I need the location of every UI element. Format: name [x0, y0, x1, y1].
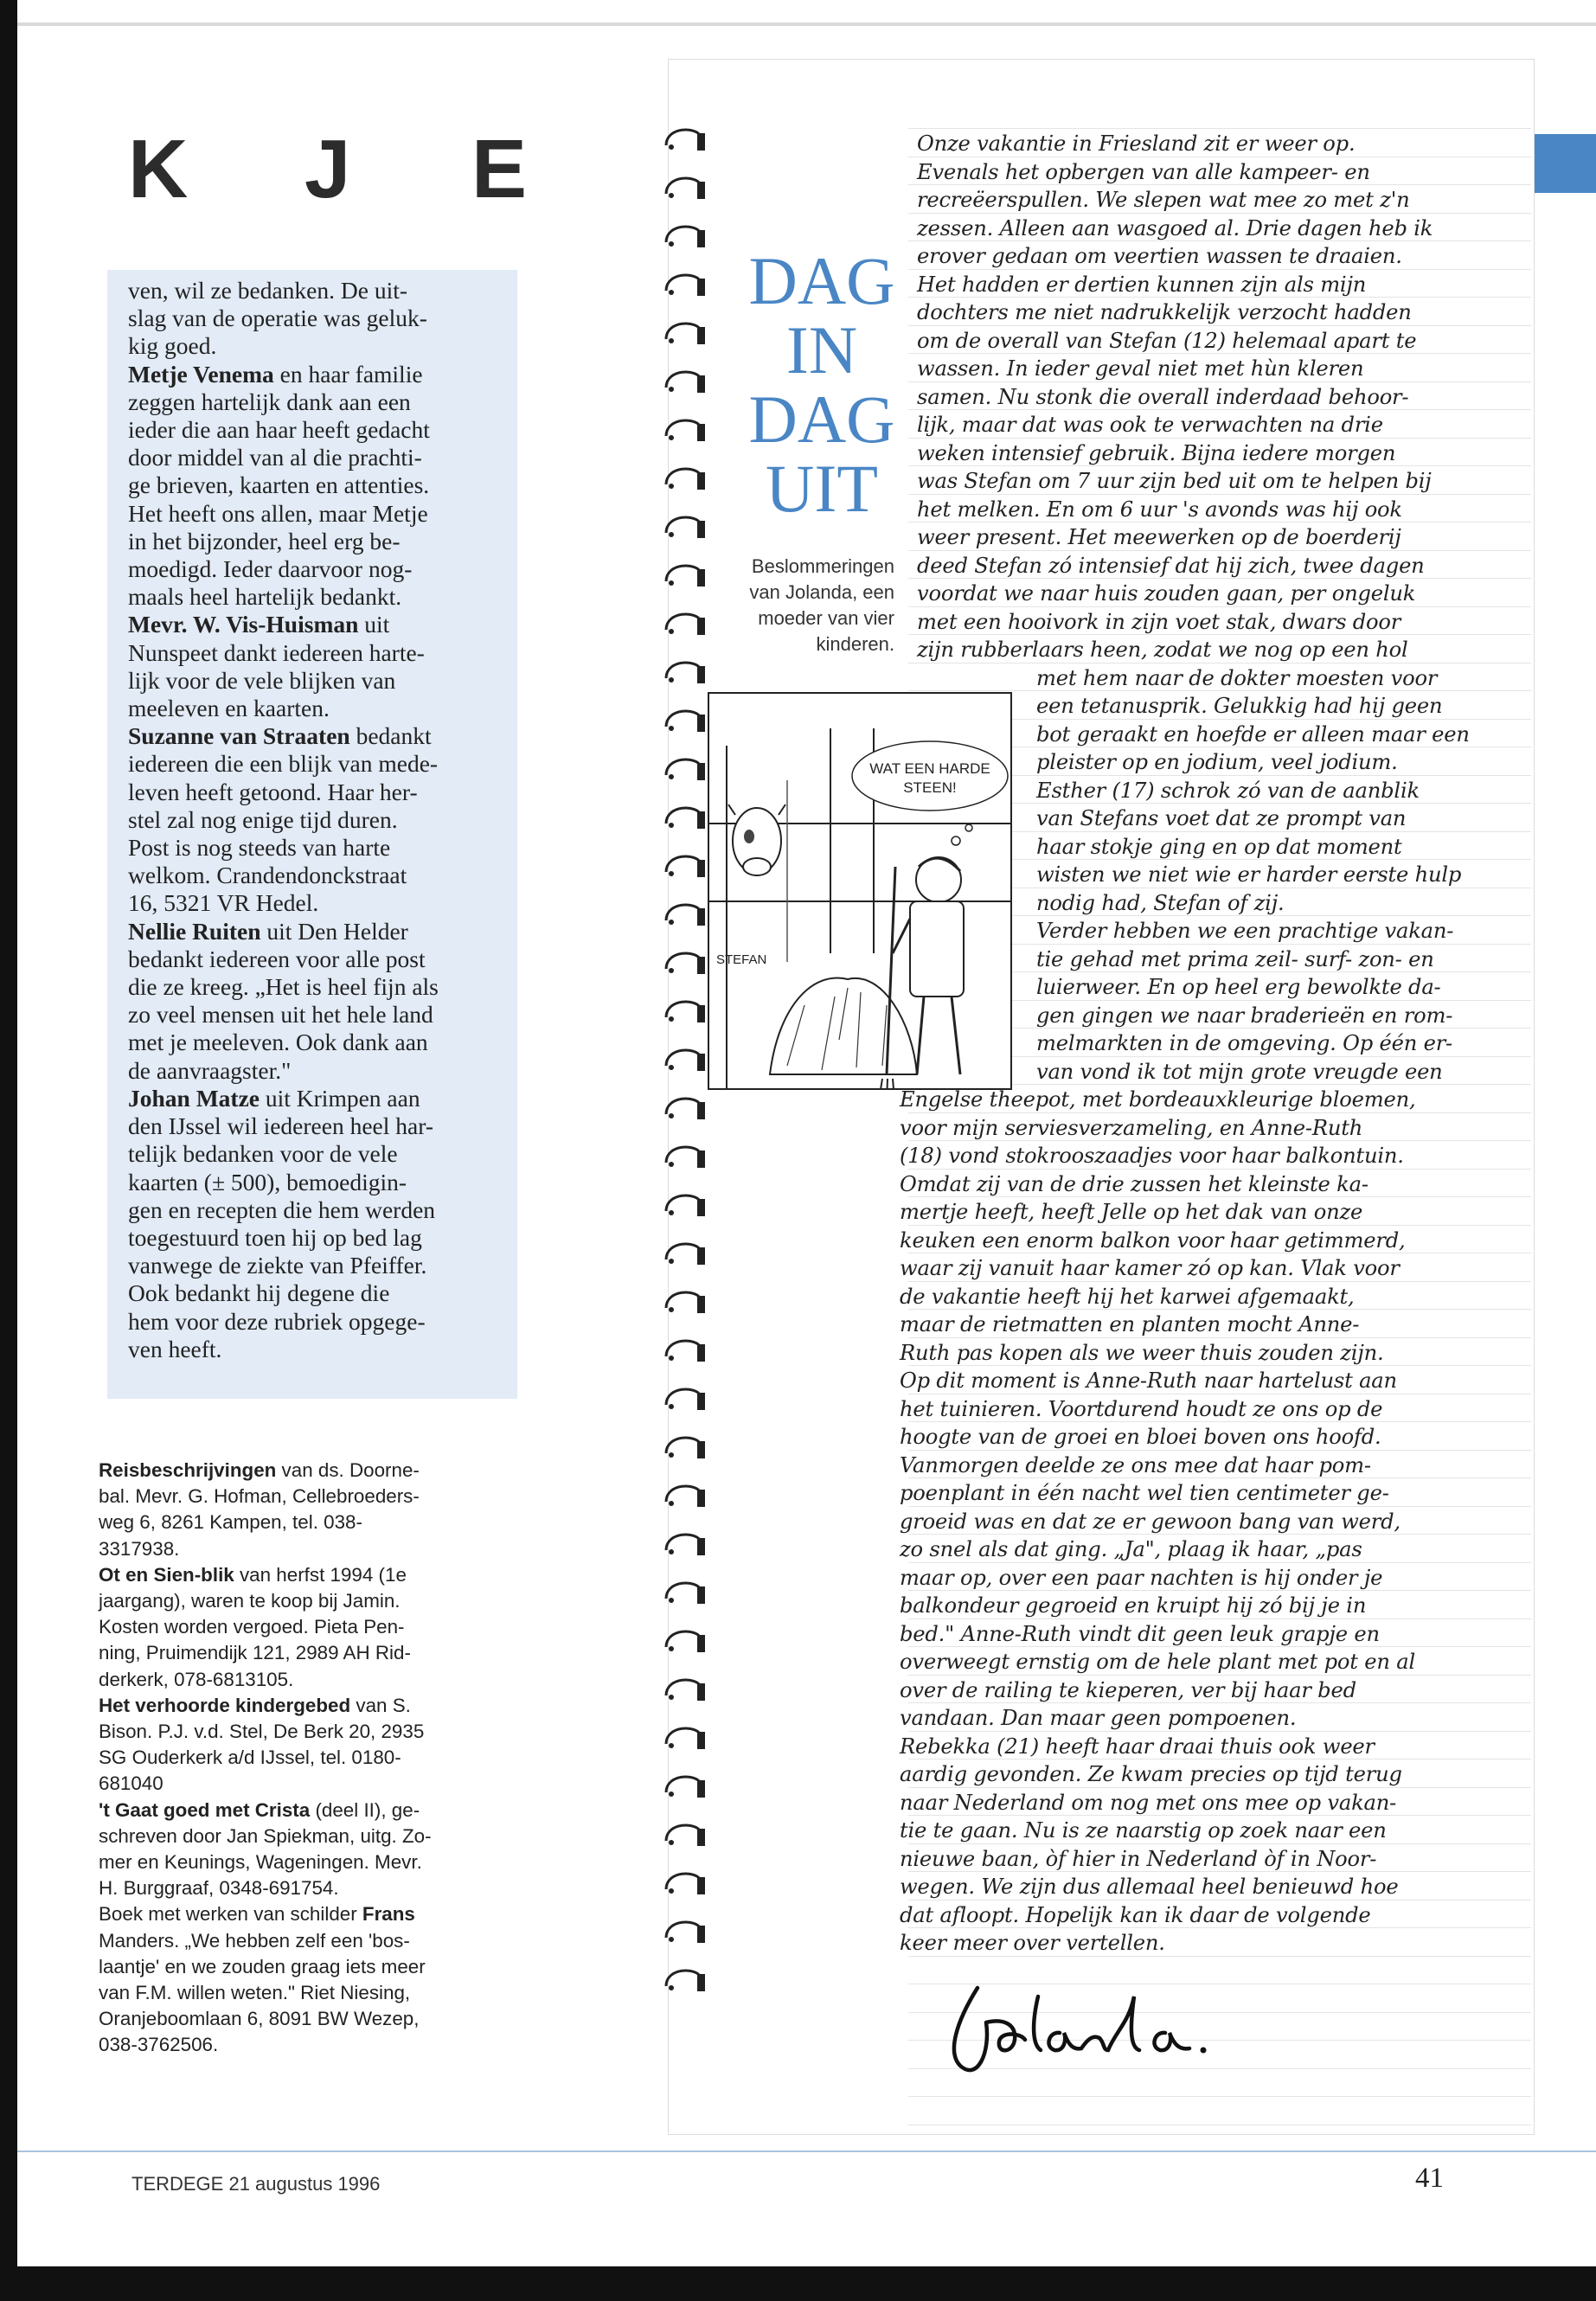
spiral-ring [659, 460, 713, 491]
footer-rule [17, 2150, 1596, 2152]
text-span: bedankt [349, 722, 432, 750]
spiral-ring [659, 606, 713, 637]
story-line: mertje heeft, heeft Jelle op het dak van onze [900, 1200, 1363, 1224]
text-line: bal. Mevr. G. Hofman, Cellebroeders- [99, 1485, 420, 1508]
story-line: over de railing te kieperen, ver bij haar bed [900, 1677, 1356, 1702]
story-line: Engelse theepot, met bordeauxkleurige bloemen, [900, 1087, 1416, 1112]
text-span: uit Den Helder [260, 917, 408, 945]
spiral-ring [659, 1477, 713, 1509]
story-line: Omdat zij van de drie zussen het kleinste ka- [900, 1171, 1368, 1196]
text-line: gen en recepten die hem werden [128, 1195, 436, 1223]
text-line: vanwege de ziekte van Pfeiffer. [128, 1252, 427, 1279]
story-line: (18) vond stokrooszaadjes voor haar balkontuin. [900, 1144, 1404, 1168]
text-line: den IJssel wil iedereen heel har- [128, 1112, 433, 1140]
spiral-ring [659, 1817, 713, 1848]
story-line: lijk, maar dat was ook te verwachten na drie [917, 413, 1383, 437]
text-span: uit [358, 611, 390, 638]
story-line: om de overall van Stefan (12) helemaal apart te [917, 328, 1417, 353]
story-line: Onze vakantie in Friesland zit er weer op. [917, 131, 1356, 156]
thanks-paragraph [128, 277, 509, 361]
spiral-ring [659, 1284, 713, 1315]
text-span: Boek met werken van schilder [99, 1903, 362, 1926]
text-line: stel zal nog enige tijd duren. [128, 805, 398, 833]
thanks-paragraph [128, 611, 509, 722]
name-bold: Mevr. W. Vis-Huisman [128, 611, 359, 638]
story-line: maar de rietmatten en planten mocht Anne- [900, 1312, 1360, 1336]
spiral-ring [659, 121, 713, 152]
text-line [99, 1901, 505, 1927]
story-line: keer meer over vertellen. [900, 1931, 1165, 1955]
story-line: van Stefans voet dat ze prompt van [1036, 806, 1407, 830]
spiral-ring [659, 1720, 713, 1751]
text-line [99, 1798, 505, 1823]
spiral-ring [659, 896, 713, 927]
speech-text: WAT EEN HARDE [869, 760, 990, 777]
text-line: ieder die aan haar heeft gedacht [128, 416, 430, 444]
story-line: met hem naar de dokter moesten voor [1036, 665, 1438, 690]
text-span: uit Krimpen aan [260, 1084, 420, 1112]
cow-spot [744, 830, 754, 843]
text-line: leven heeft getoond. Haar her- [128, 778, 418, 805]
story-line: recreëerspullen. We slepen wat mee zo met z'n [917, 188, 1410, 212]
subtitle-line: Beslommeringen [751, 555, 894, 577]
name-bold: Johan Matze [128, 1084, 260, 1112]
text-line [99, 1562, 505, 1588]
text-line [128, 611, 509, 638]
story-line: wegen. We zijn dus allemaal heel benieuwd hoe [900, 1875, 1399, 1899]
story-line: luierweer. En op heel erg bewolkte da- [1036, 975, 1441, 999]
story-line: met een hooivork in zijn voet stak, dwars door [917, 609, 1401, 634]
spiral-ring [659, 654, 713, 685]
story-line: hoogte van de groei en bloei boven ons hoofd. [900, 1425, 1381, 1449]
text-span: van herfst 1994 (1e [234, 1563, 407, 1586]
announcement-item [99, 1798, 505, 2059]
page-number: 41 [1415, 2163, 1444, 2194]
spiral-ring [659, 993, 713, 1024]
spiral-ring [659, 1332, 713, 1363]
story-line: naar Nederland om nog met ons mee op vakan- [900, 1790, 1397, 1815]
spiral-ring [659, 1768, 713, 1799]
text-line: toegestuurd toen hij op bed lag [128, 1223, 422, 1251]
cow-muzzle [743, 858, 771, 875]
text-line: zo veel mensen uit het hele land [128, 1001, 433, 1029]
spiral-ring [659, 266, 713, 298]
story-line: melmarkten in de omgeving. Op één er- [1036, 1031, 1453, 1055]
text-line: Oranjeboomlaan 6, 8091 BW Wezep, [99, 2008, 420, 2030]
spiral-ring [659, 1042, 713, 1073]
story-line: zo snel als dat ging. „Ja", plaag ik haar, „pas [900, 1537, 1362, 1561]
header-letter-e: E [471, 123, 528, 215]
story-line: vandaan. Dan maar geen pompoenen. [900, 1706, 1297, 1730]
header-letter-k: K [128, 123, 189, 215]
text-line: H. Burggraaf, 0348-691754. [99, 1877, 339, 1900]
story-line: wassen. In ieder geval niet met hùn kleren [917, 356, 1364, 381]
subtitle-line: van Jolanda, een [749, 581, 894, 603]
story-line: was Stefan om 7 uur zijn bed uit om te helpen bij [917, 469, 1432, 493]
title-line: UIT [766, 451, 878, 526]
comic-label: STEFAN [716, 952, 767, 967]
spiral-ring [659, 945, 713, 976]
text-line: mer en Keunings, Wageningen. Mevr. [99, 1851, 422, 1874]
pitchfork-tines [879, 1079, 894, 1088]
spiral-ring [659, 218, 713, 249]
text-line: Ook bedankt hij degene die [128, 1279, 390, 1307]
subtitle-line: kinderen. [816, 633, 894, 655]
text-line: kig goed. [128, 332, 217, 360]
story-line: dochters me niet nadrukkelijk verzocht hadden [917, 300, 1412, 324]
story-line: een tetanusprik. Gelukkig had hij geen [1036, 694, 1443, 718]
column-title [735, 243, 908, 526]
title-line: DAG [748, 243, 895, 318]
spiral-ring [659, 1187, 713, 1218]
footer-publication: TERDEGE 21 augustus 1996 [131, 2173, 381, 2195]
spiral-ring [659, 412, 713, 443]
name-bold: Nellie Ruiten [128, 917, 261, 945]
story-line: Rebekka (21) heeft haar draai thuis ook weer [900, 1734, 1375, 1759]
story-line: maar op, over een paar nachten is hij onder je [900, 1565, 1383, 1590]
text-line: Kosten worden vergoed. Pieta Pen- [99, 1616, 405, 1638]
story-line: zijn rubberlaars heen, zodat we nog op een hol [917, 638, 1408, 662]
text-line: schreven door Jan Spiekman, uitg. Zo- [99, 1824, 432, 1847]
story-line: deed Stefan zó intensief dat hij zich, twee dagen [917, 553, 1425, 578]
spiral-ring [659, 1090, 713, 1121]
story-line: keuken een enorm balkon voor haar getimmerd, [900, 1227, 1406, 1253]
text-line [99, 1693, 505, 1719]
story-line: dat afloopt. Hopelijk kan ik daar de volgende [900, 1902, 1371, 1927]
column-subtitle [716, 554, 894, 657]
story-line: weken intensief gebruik. Bijna iedere morgen [917, 440, 1396, 465]
text-line [128, 1085, 509, 1112]
text-line: door middel van al die prachti- [128, 444, 422, 471]
subtitle-line: moeder van vier [758, 607, 894, 629]
story-line: samen. Nu stonk die overall inderdaad behoor- [917, 384, 1409, 409]
story-line: wisten we niet wie er harder eerste hulp [1036, 862, 1462, 887]
text-span: van ds. Doorne- [276, 1459, 420, 1481]
story-line: aardig gevonden. Ze kwam precies op tijd terug [900, 1762, 1402, 1786]
ruled-line [908, 128, 1531, 129]
spiral-ring [659, 1138, 713, 1170]
text-line: Bison. P.J. v.d. Stel, De Berk 20, 2935 [99, 1721, 425, 1743]
story-line: van vond ik tot mijn grote vreugde een [1036, 1059, 1443, 1084]
thanks-paragraph [128, 918, 509, 1085]
text-line: derkerk, 078-6813105. [99, 1668, 294, 1690]
thanks-paragraph [128, 1085, 509, 1363]
artist-name-bold: Frans [362, 1903, 415, 1926]
spiral-ring [659, 557, 713, 588]
text-line: Post is nog steeds van harte [128, 834, 391, 862]
story-line: voor mijn serviesverzameling, en Anne-Ruth [900, 1115, 1363, 1140]
announcement-title: 't Gaat goed met Crista [99, 1798, 311, 1821]
spiral-ring [659, 1429, 713, 1460]
text-line [128, 722, 509, 750]
header-letter-j: J [304, 123, 351, 215]
announcement-title: Ot en Sien-blik [99, 1563, 234, 1586]
spiral-ring [659, 1574, 713, 1606]
thanks-text [128, 277, 509, 1363]
text-line: ge brieven, kaarten en attenties. [128, 471, 430, 499]
text-line: Het heeft ons allen, maar Metje [128, 499, 428, 527]
spiral-ring [659, 509, 713, 540]
text-line: in het bijzonder, heel erg be- [128, 527, 401, 554]
spiral-ring [659, 363, 713, 394]
text-line: Nunspeet dankt iedereen harte- [128, 638, 425, 666]
text-line: bedankt iedereen voor alle post [128, 945, 426, 972]
announcement-item [99, 1458, 505, 1562]
text-line [99, 1458, 505, 1484]
spiral-ring [659, 702, 713, 734]
text-line: telijk bedanken voor de vele [128, 1140, 398, 1168]
text-line: jaargang), waren te koop bij Jamin. [99, 1590, 401, 1612]
name-bold: Metje Venema [128, 360, 274, 388]
text-span: (deel II), ge- [310, 1798, 420, 1821]
story-line: gen gingen we naar braderieën en rom- [1036, 1003, 1453, 1028]
signature [939, 1971, 1250, 2096]
text-line [128, 918, 509, 945]
text-line: maals heel hartelijk bedankt. [128, 583, 402, 611]
page-edge-bottom [0, 2266, 1596, 2301]
text-line: 3317938. [99, 1537, 180, 1560]
text-line: 681040 [99, 1772, 163, 1795]
spiral-ring [659, 1865, 713, 1896]
text-line: moedigd. Ieder daarvoor nog- [128, 555, 413, 583]
text-line: de aanvraagster." [128, 1056, 292, 1084]
text-line: hem voor deze rubriek opgege- [128, 1307, 426, 1335]
spiral-ring [659, 848, 713, 879]
speech-text: STEEN! [903, 779, 957, 796]
text-line: 038-3762506. [99, 2034, 219, 2056]
text-line: iedereen die een blijk van mede- [128, 750, 439, 778]
story-line: waar zij vanuit haar kamer zó op kan. Vlak voor [900, 1256, 1400, 1280]
announcement-title: Het verhoorde kindergebed [99, 1694, 351, 1716]
story-text [900, 130, 1540, 1958]
spiral-ring [659, 1913, 713, 1945]
spiral-ring [659, 1235, 713, 1266]
text-line: kaarten (± 500), bemoedigin- [128, 1168, 407, 1195]
text-line: slag van de operatie was geluk- [128, 304, 427, 332]
spiral-ring [659, 1526, 713, 1557]
story-line: bot geraakt en hoefde er alleen maar een [1036, 721, 1470, 747]
top-rule [17, 22, 1596, 26]
thanks-paragraph [128, 361, 509, 612]
signature-stroke [954, 1988, 1189, 2070]
text-span: van S. [350, 1694, 411, 1716]
spiral-ring [659, 1671, 713, 1702]
text-line: ven, wil ze bedanken. De uit- [128, 277, 408, 304]
story-line: erover gedaan om veertien wassen te draaien. [917, 244, 1402, 268]
ruled-line [908, 2096, 1531, 2097]
story-line: zessen. Alleen aan wasgoed al. Drie dagen heb ik [917, 215, 1433, 240]
boy-arm [893, 919, 910, 953]
spiral-ring [659, 1623, 713, 1654]
text-line: van F.M. willen weten." Riet Niesing, [99, 1982, 411, 2004]
story-line: balkondeur gegroeid en kruipt hij zó bij je in [900, 1593, 1367, 1618]
text-line: die ze kreeg. „Het is heel fijn als [128, 973, 439, 1001]
story-line: Vanmorgen deelde ze ons mee dat haar pom- [900, 1452, 1371, 1477]
story-line: tie gehad met prima zeil- surf- zon- en [1036, 946, 1434, 971]
story-line: weer present. Het meewerken op de boerderij [917, 525, 1401, 549]
story-line: Ruth pas kopen als we weer thuis zouden zijn. [900, 1340, 1384, 1365]
story-line: voordat we naar huis zouden gaan, per ongeluk [917, 581, 1416, 606]
story-line: haar stokje ging en op dat moment [1036, 834, 1402, 859]
announcement-title: Reisbeschrijvingen [99, 1459, 277, 1481]
text-line: weg 6, 8261 Kampen, tel. 038- [99, 1511, 362, 1534]
title-line: DAG [748, 381, 895, 457]
story-line: pleister op en jodium, veel jodium. [1036, 750, 1398, 774]
announcement-item [99, 1562, 505, 1693]
text-line: zeggen hartelijk dank aan een [128, 388, 411, 415]
story-line: overweegt ernstig om de hele plant met pot en al [900, 1650, 1415, 1674]
text-line: ven heeft. [128, 1335, 222, 1362]
thanks-paragraph [128, 722, 509, 917]
story-line: groeid was en dat ze er gewoon bang van werd, [900, 1509, 1401, 1534]
story-line: Esther (17) schrok zó van de aanblik [1036, 778, 1420, 803]
story-line: het melken. En om 6 uur 's avonds was hij ook [917, 497, 1402, 522]
text-line: lijk voor de vele blijken van [128, 666, 396, 694]
text-line: ning, Pruimendijk 121, 2989 AH Rid- [99, 1642, 411, 1664]
story-line: tie te gaan. Nu is ze naarstig op zoek naar een [900, 1818, 1387, 1843]
spiral-ring [659, 1962, 713, 1993]
title-line: IN [785, 312, 858, 388]
story-line: bed." Anne-Ruth vindt dit geen leuk grapje en [900, 1621, 1380, 1646]
text-line: Manders. „We hebben zelf een 'bos- [99, 1929, 410, 1952]
story-line: Op dit moment is Anne-Ruth naar hartelust aan [900, 1368, 1397, 1393]
story-line: het tuinieren. Voortdurend houdt ze ons op de [900, 1396, 1383, 1421]
spiral-ring [659, 751, 713, 782]
announcements [99, 1458, 505, 2059]
signature-period [1201, 2048, 1207, 2054]
text-line: SG Ouderkerk a/d IJssel, tel. 0180- [99, 1747, 401, 1769]
spiral-ring [659, 315, 713, 346]
hay-pile [770, 977, 917, 1074]
spiral-ring [659, 1381, 713, 1412]
story-line: poenplant in één nacht wel tien centimeter ge- [900, 1481, 1389, 1505]
story-line: nieuwe baan, òf hier in Nederland òf in Noor- [900, 1846, 1377, 1871]
name-bold: Suzanne van Straaten [128, 722, 350, 750]
story-line: Evenals het opbergen van alle kampeer- en [917, 159, 1370, 184]
text-line: laantje' en we zouden graag iets meer [99, 1955, 426, 1977]
spiral-ring [659, 170, 713, 201]
announcement-item [99, 1693, 505, 1798]
text-line: meeleven en kaarten. [128, 695, 330, 722]
page-edge-left [0, 0, 17, 2301]
text-line: met je meeleven. Ook dank aan [128, 1029, 428, 1056]
story-line: de vakantie heeft hij het karwei afgemaakt, [900, 1284, 1355, 1309]
text-line: welkom. Crandendonckstraat [128, 862, 407, 889]
text-line: 16, 5321 VR Hedel. [128, 889, 319, 917]
text-line [128, 361, 509, 388]
story-line: Het hadden er dertien kunnen zijn als mijn [917, 272, 1367, 297]
story-line: Verder hebben we een prachtige vakan- [1036, 919, 1454, 943]
story-line: nodig had, Stefan of zij. [1036, 890, 1285, 915]
text-span: en haar familie [273, 360, 423, 388]
spiral-ring [659, 799, 713, 830]
